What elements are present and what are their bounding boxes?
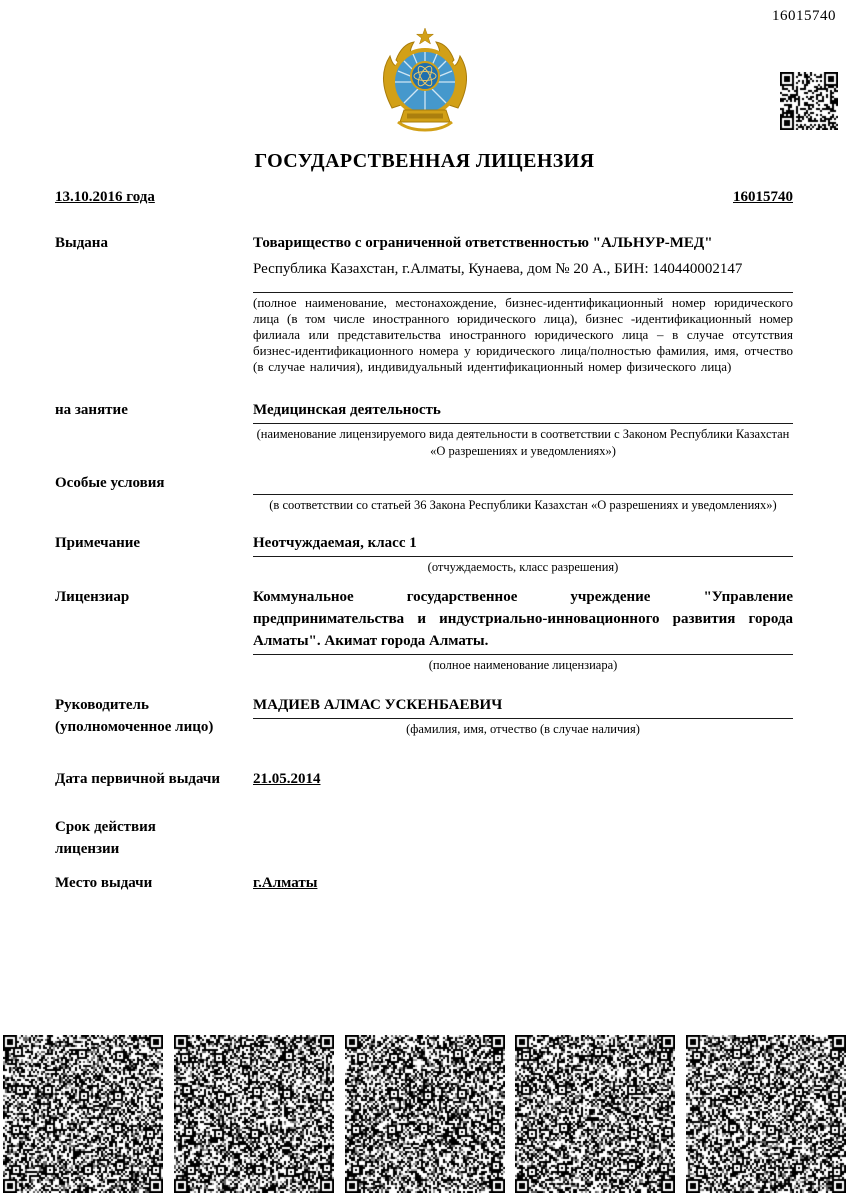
field-issued-to-label: Выдана	[55, 235, 108, 251]
field-licensor-label: Лицензиар	[55, 589, 130, 605]
licensor-value: Коммунальное государственное учреждение "Управление предпринимательства и индустриально-инновационного развития города Алматы". Акимат города Алматы.	[253, 586, 793, 655]
field-head	[55, 694, 793, 738]
field-special-conditions-caption: (в соответствии со статьей 36 Закона Республики Казахстан «О разрешениях и уведомлениях»)	[269, 498, 777, 512]
first-issue-date-value: 21.05.2014	[253, 771, 321, 787]
field-special-conditions-label: Особые условия	[55, 475, 165, 491]
field-note-label: Примечание	[55, 535, 141, 551]
field-issued-to-caption: (полное наименование, местонахождение, бизнес-идентификационный номер юридического лица (в том числе иностранного юридического лица), бизнес -идентификационный номер филиала или представительства иностранного юридического лица – в случае отсутствия бизнес-идентификационного номера у юридического лица/полностью фамилия, имя, отчество (в случае наличия), индивидуальный идентификационный номер физического лица)	[253, 295, 793, 374]
2d-barcode-block	[174, 1035, 334, 1193]
licensee-address: Республика Казахстан, г.Алматы, Кунаева, дом № 20 А., БИН: 140440002147	[253, 261, 743, 277]
2d-barcode-block	[3, 1035, 163, 1193]
note-value: Неотчуждаемая, класс 1	[253, 532, 793, 557]
field-head-label: Руководитель (уполномоченное лицо)	[55, 697, 214, 735]
emblem-container	[0, 26, 849, 141]
barcode-strip	[0, 1035, 849, 1193]
field-issued-to	[55, 232, 793, 375]
head-value: МАДИЕВ АЛМАС УСКЕНБАЕВИЧ	[253, 694, 793, 719]
field-issue-place-label: Место выдачи	[55, 875, 153, 891]
page-title: ГОСУДАРСТВЕННАЯ ЛИЦЕНЗИЯ	[254, 150, 595, 172]
field-first-issue-date	[55, 768, 793, 790]
field-note	[55, 532, 793, 576]
2d-barcode-block	[345, 1035, 505, 1193]
date-number-row	[55, 189, 793, 206]
field-validity-period	[55, 816, 793, 860]
license-number: 16015740	[733, 189, 793, 205]
field-licensor	[55, 586, 793, 674]
field-head-caption: (фамилия, имя, отчество (в случае наличия)	[406, 722, 640, 736]
2d-barcode-block	[686, 1035, 846, 1193]
field-divider-line	[253, 292, 793, 293]
field-special-conditions	[55, 472, 793, 514]
license-form	[55, 232, 793, 894]
field-activity	[55, 399, 793, 460]
issue-place-value: г.Алматы	[253, 875, 318, 891]
issue-date: 13.10.2016 года	[55, 189, 155, 205]
kazakhstan-coat-of-arms-icon	[374, 26, 476, 141]
field-activity-label: на занятие	[55, 402, 128, 418]
document-number-top: 16015740	[772, 8, 836, 24]
field-issue-place	[55, 872, 793, 894]
2d-barcode-block	[515, 1035, 675, 1193]
field-validity-period-label: Срок действия лицензии	[55, 819, 156, 857]
activity-value: Медицинская деятельность	[253, 399, 793, 424]
field-licensor-caption: (полное наименование лицензиара)	[428, 658, 618, 672]
special-conditions-value	[253, 472, 793, 495]
field-activity-caption: (наименование лицензируемого вида деятельности в соответствии с Законом Республики Казахстан «О разрешениях и уведомлениях»)	[256, 427, 790, 458]
field-first-issue-date-label: Дата первичной выдачи	[55, 771, 221, 787]
qr-code-icon	[780, 72, 838, 130]
licensee-name: Товарищество с ограниченной ответственностью "АЛЬНУР-МЕД"	[253, 235, 713, 251]
field-note-caption: (отчуждаемость, класс разрешения)	[427, 560, 619, 574]
